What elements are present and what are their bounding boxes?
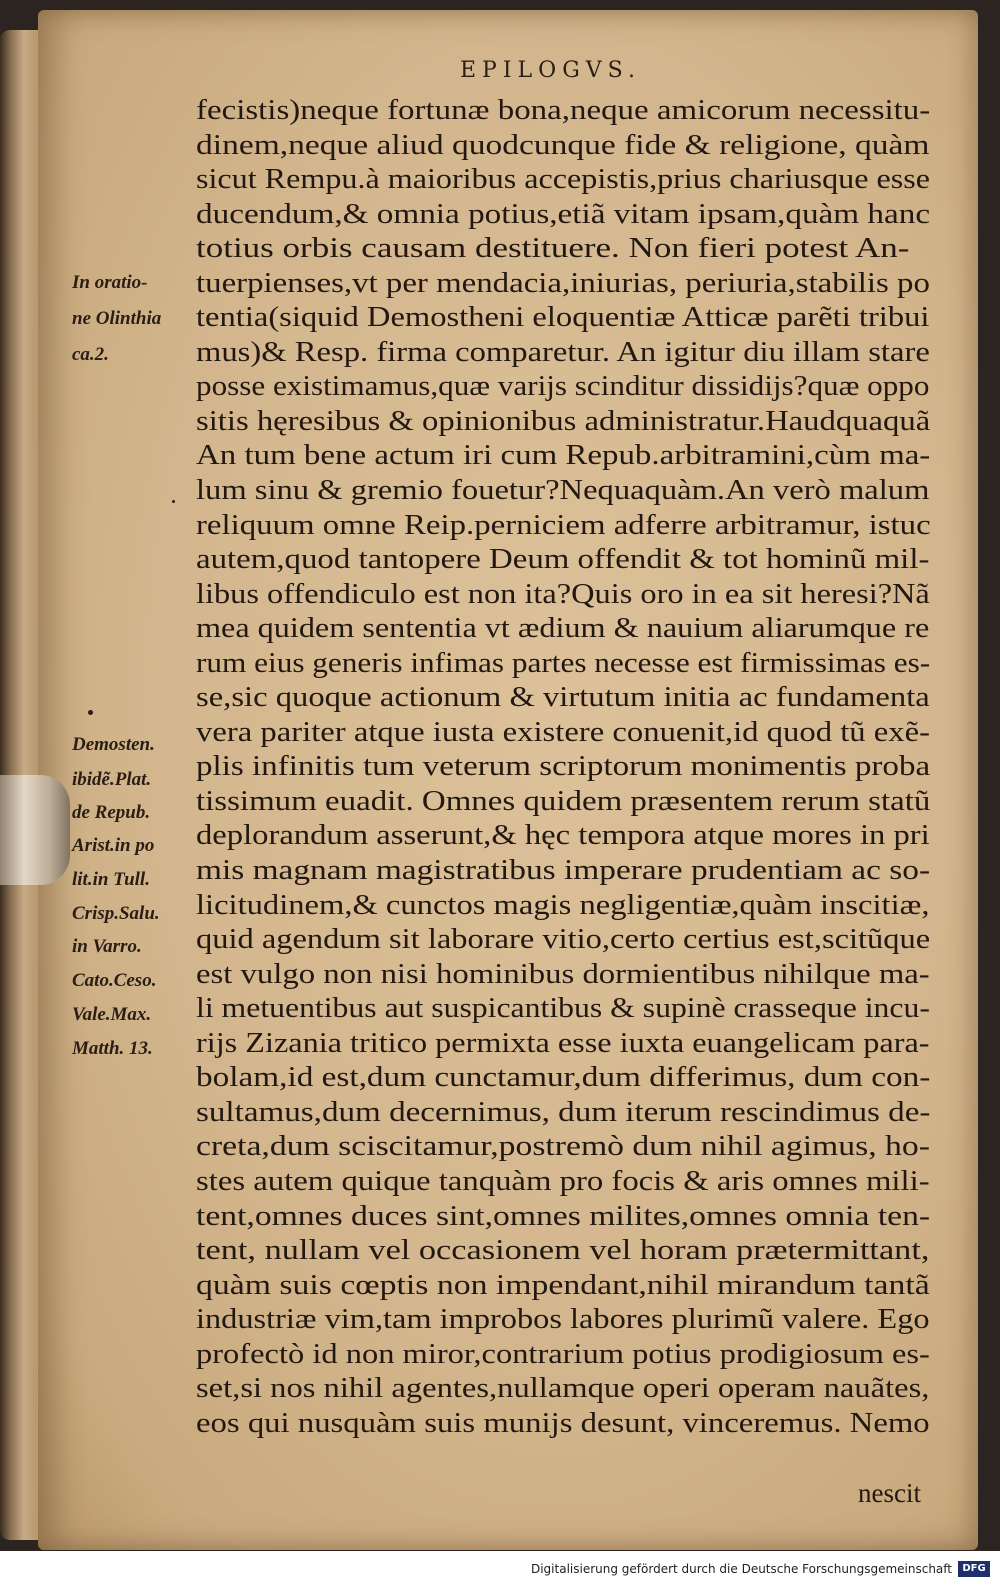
text-line: fecistis)neque fortunæ bona,neque amicorum necessitu- <box>196 95 931 126</box>
text-line: sicut Rempu.à maioribus accepistis,prius chariusque esse <box>196 164 931 196</box>
ink-speck <box>172 500 175 503</box>
marginal-note: Vale.Max. <box>72 1004 152 1025</box>
marginal-note: Demosten. <box>72 734 155 755</box>
running-head: EPILOGVS. <box>460 58 641 83</box>
text-line: quid agendum sit laborare vitio,certo certius est,scitũque <box>196 924 931 956</box>
marginal-note: ibidẽ.Plat. <box>72 769 152 790</box>
dfg-logo-icon: DFG <box>958 1561 990 1577</box>
text-line: est vulgo non nisi hominibus dormientibus nihilque ma- <box>196 958 930 990</box>
text-line: tissimum euadit. Omnes quidem præsentem rerum statũ <box>196 785 931 817</box>
marginal-note: lit.in Tull. <box>72 869 150 890</box>
text-line: tent, nullam vel occasionem vel horam prætermittant, <box>196 1235 930 1267</box>
text-line: set,si nos nihil agentes,nullamque operi operam nauãtes, <box>196 1373 930 1405</box>
text-line: licitudinem,& cunctos magis negligentiæ,quàm inscitiæ, <box>196 889 930 921</box>
marginal-note: Crisp.Salu. <box>72 903 160 924</box>
marginal-note: Arist.in po <box>72 835 155 856</box>
text-line: tent,omnes duces sint,omnes milites,omnes omnia ten- <box>196 1200 931 1232</box>
text-line: profectò id non miror,contrarium potius prodigiosum es- <box>196 1338 930 1370</box>
text-line: ducendum,& omnia potius,etiã vitam ipsam,quàm hanc <box>196 198 931 230</box>
text-line: An tum bene actum iri cum Repub.arbitramini,cùm ma- <box>196 440 931 472</box>
text-line: stes autem quique tanquàm pro focis & aris omnes mili- <box>196 1165 930 1197</box>
text-line: bolam,id est,dum cunctamur,dum differimus, dum con- <box>196 1062 931 1094</box>
ink-speck <box>88 710 93 715</box>
marginal-note: ne Olinthia <box>72 308 162 329</box>
text-line: reliquum omne Reip.perniciem adferre arbitramur, istuc <box>196 509 931 541</box>
marginal-note: Matth. 13. <box>72 1038 153 1059</box>
text-line: sitis hęresibus & opinionibus administratur.Haudquaquã <box>196 405 931 437</box>
text-line: posse existimamus,quæ varijs scinditur dissidijs?quæ oppo <box>196 371 930 403</box>
body-text <box>196 94 930 1441</box>
text-line: rum eius generis infimas partes necesse est firmissimas es- <box>196 647 931 679</box>
marginal-note: ca.2. <box>72 344 109 365</box>
text-line: eos qui nusquàm suis munijs desunt, vinceremus. Nemo <box>196 1407 930 1439</box>
marginal-note: Cato.Ceso. <box>72 970 157 991</box>
text-line: lum sinu & gremio fouetur?Nequaquàm.An verò malum <box>196 475 930 507</box>
marginal-note: de Repub. <box>72 802 151 823</box>
text-line: mea quidem sententia vt ædium & nauium aliarumque re <box>196 613 930 645</box>
text-line: quàm suis cœptis non impendant,nihil mirandum tantã <box>196 1269 930 1301</box>
text-line: libus offendiculo est non ita?Quis oro in ea sit heresi?Nã <box>196 578 930 610</box>
catchword: nescit <box>858 1478 921 1508</box>
text-line: mus)& Resp. firma comparetur. An igitur diu illam stare <box>196 336 930 368</box>
text-line: creta,dum sciscitamur,postremò dum nihil agimus, ho- <box>196 1131 930 1163</box>
digitization-credit: Digitalisierung gefördert durch die Deutsche Forschungsgemeinschaft <box>530 1562 952 1576</box>
text-line: rijs Zizania tritico permixta esse iuxta euangelicam para- <box>196 1027 930 1059</box>
text-line: plis infinitis tum veterum scriptorum monimentis proba <box>196 751 931 783</box>
text-line: dinem,neque aliud quodcunque fide & religione, quàm <box>196 129 930 161</box>
text-line: totius orbis causam destituere. Non fieri potest An- <box>196 233 910 265</box>
marginal-note: in Varro. <box>72 936 142 957</box>
text-line: tuerpienses,vt per mendacia,iniurias, periuria,stabilis po <box>196 267 930 299</box>
text-line: mis magnam magistratibus imperare prudentiam ac so- <box>196 855 931 887</box>
text-line: deplorandum asserunt,& hęc tempora atque mores in pri <box>196 820 930 852</box>
text-line: industriæ vim,tam improbos labores plurimũ valere. Ego <box>196 1304 930 1336</box>
text-line: se,sic quoque actionum & virtutum initia ac fundamenta <box>196 682 930 714</box>
text-line: li metuentibus aut suspicantibus & supinè crasseque incu- <box>196 993 930 1025</box>
text-line: autem,quod tantopere Deum offendit & tot hominũ mil- <box>196 544 930 576</box>
text-line: sultamus,dum decernimus, dum iterum rescindimus de- <box>196 1096 931 1128</box>
text-line: vera pariter atque iusta existere conuenit,id quod tũ exẽ- <box>196 716 931 748</box>
marginal-note: In oratio- <box>72 272 148 293</box>
text-line: tentia(siquid Demostheni eloquentiæ Atticæ parẽti tribui <box>196 302 930 334</box>
book-clasp <box>0 775 70 885</box>
